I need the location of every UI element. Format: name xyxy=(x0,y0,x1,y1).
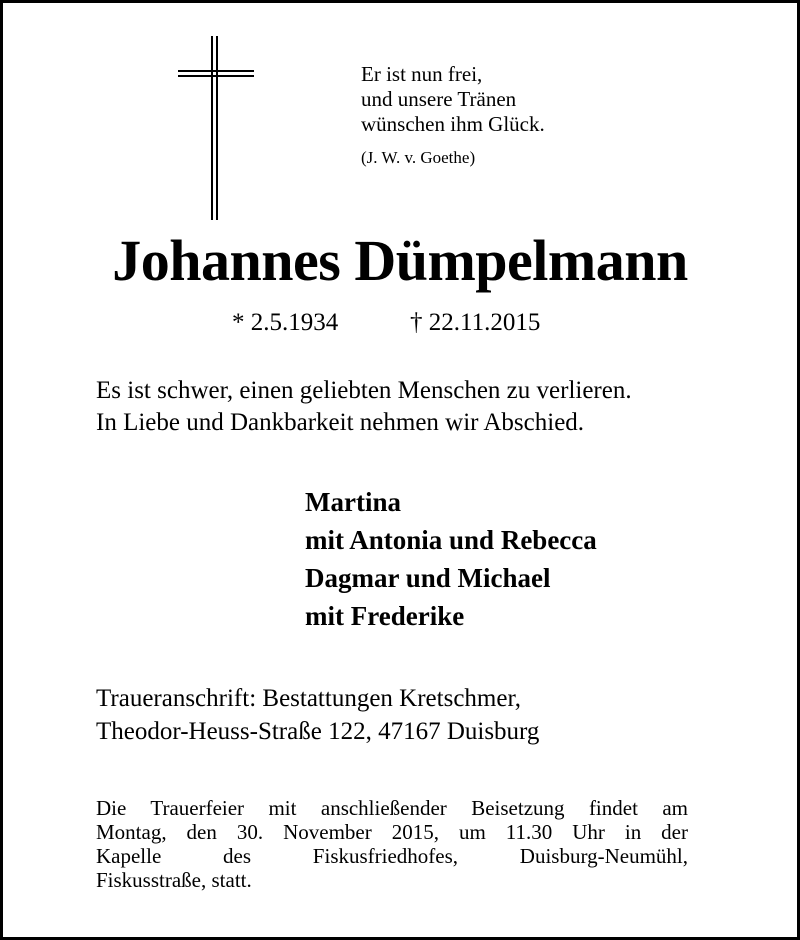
goethe-quote xyxy=(361,62,545,170)
address-line: Theodor-Heuss-Straße 122, 47167 Duisburg xyxy=(96,718,540,745)
cross-icon xyxy=(178,36,254,222)
quote-author: (J. W. v. Goethe) xyxy=(361,148,476,167)
service-line: Montag, den 30. November 2015, um 11.30 Uhr in der xyxy=(96,820,688,844)
service-line: Die Trauerfeier mit anschließender Beisetzung findet am xyxy=(96,796,688,820)
mourner-line: mit Frederike xyxy=(305,601,465,631)
address-line: Traueranschrift: Bestattungen Kretschmer, xyxy=(96,685,522,712)
farewell-statement xyxy=(96,375,632,439)
birth-date: * 2.5.1934 xyxy=(232,309,339,336)
mourner-line: Dagmar und Michael xyxy=(305,563,551,593)
service-line: Fiskusstraße, statt. xyxy=(96,868,252,892)
deceased-name: Johannes Dümpelmann xyxy=(112,228,688,293)
statement-line: In Liebe und Dankbarkeit nehmen wir Abschied. xyxy=(96,409,585,436)
quote-line: wünschen ihm Glück. xyxy=(361,112,545,136)
death-date: † 22.11.2015 xyxy=(410,309,541,336)
quote-line: und unsere Tränen xyxy=(361,87,517,111)
mourner-line: mit Antonia und Rebecca xyxy=(305,525,597,555)
mourners-list xyxy=(305,483,597,635)
statement-line: Es ist schwer, einen geliebten Menschen zu verlieren. xyxy=(96,377,632,404)
mourner-line: Martina xyxy=(305,487,401,517)
service-line: Kapelle des Fiskusfriedhofes, Duisburg-Neumühl, xyxy=(96,844,688,868)
mourning-address xyxy=(96,682,539,748)
quote-line: Er ist nun frei, xyxy=(361,62,483,86)
funeral-service-notice xyxy=(96,796,688,892)
